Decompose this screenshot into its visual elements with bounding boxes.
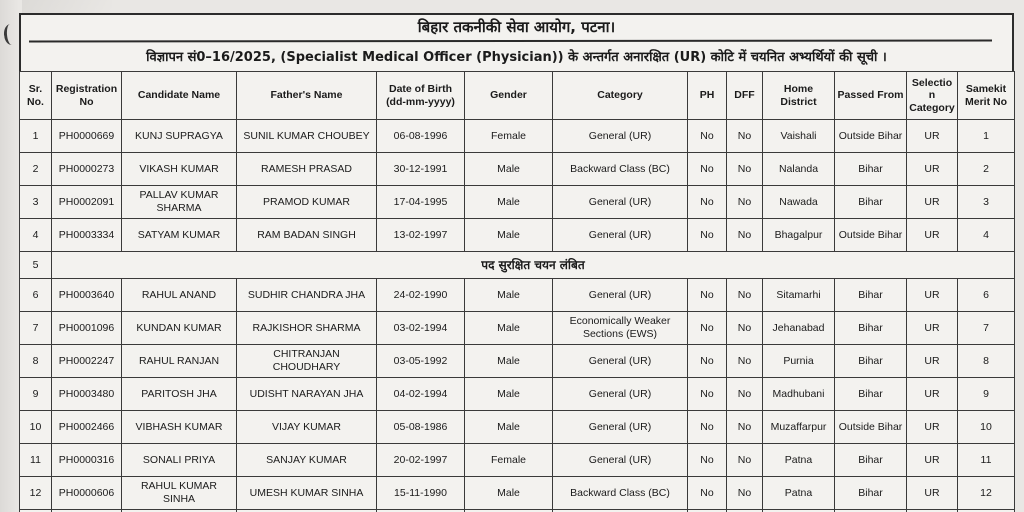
- document-subtitle: विज्ञापन सं0–16/2025, (Specialist Medical Officer (Physician)) के अन्तर्गत अनारक्षित (UR) कोटि में चयनित अभ्यर्थियों की सूची ।: [146, 50, 887, 65]
- cell-category: Backward Class (BC): [553, 153, 688, 186]
- cell-ph: No: [688, 312, 727, 345]
- cell-samekit-merit-no: 12: [958, 477, 1015, 510]
- cell-candidate-name: PALLAV KUMAR SHARMA: [122, 186, 237, 219]
- cell-candidate-name: RAHUL RANJAN: [122, 345, 237, 378]
- cell-registration-no: PH0000606: [52, 477, 122, 510]
- cell-home-district: Madhubani: [763, 378, 835, 411]
- cell-dff: No: [727, 411, 763, 444]
- cell-fathers-name: SANJAY KUMAR: [237, 444, 377, 477]
- cell-passed-from: Outside Bihar: [835, 120, 907, 153]
- cell-gender: Female: [465, 120, 553, 153]
- cell-candidate-name: SONALI PRIYA: [122, 444, 237, 477]
- table-row: [20, 279, 1015, 312]
- col-header-ph: [688, 72, 727, 120]
- cell-dff: No: [727, 279, 763, 312]
- col-header-selection-category: [907, 72, 958, 120]
- cell-dff: No: [727, 477, 763, 510]
- cell-date-of-birth: 30-12-1991: [377, 153, 465, 186]
- cell-sr-no: 1: [20, 120, 52, 153]
- cell-gender: Male: [465, 186, 553, 219]
- cell-gender: Female: [465, 444, 553, 477]
- cell-home-district: Nawada: [763, 186, 835, 219]
- cell-date-of-birth: 24-02-1990: [377, 279, 465, 312]
- cell-selection-category: UR: [907, 378, 958, 411]
- cell-samekit-merit-no: 2: [958, 153, 1015, 186]
- col-header-home-district: [763, 72, 835, 120]
- cell-sr-no: 8: [20, 345, 52, 378]
- cell-gender: Male: [465, 219, 553, 252]
- cell-fathers-name: RAMESH PRASAD: [237, 153, 377, 186]
- cell-dff: No: [727, 186, 763, 219]
- cell-selection-category: UR: [907, 186, 958, 219]
- col-header-label: Date of Birth: [389, 82, 452, 95]
- cell-samekit-merit-no: 4: [958, 219, 1015, 252]
- cell-notice: पद सुरक्षित चयन लंबित: [52, 252, 1015, 279]
- cell-category: General (UR): [553, 345, 688, 378]
- cell-samekit-merit-no: 7: [958, 312, 1015, 345]
- cell-date-of-birth: 04-02-1994: [377, 378, 465, 411]
- table-row: [20, 186, 1015, 219]
- notice-row: [20, 252, 1015, 279]
- cell-sr-no: 12: [20, 477, 52, 510]
- cell-sr-no: 4: [20, 219, 52, 252]
- cell-home-district: Muzaffarpur: [763, 411, 835, 444]
- cell-selection-category: UR: [907, 477, 958, 510]
- cell-ph: No: [688, 444, 727, 477]
- cell-ph: No: [688, 186, 727, 219]
- cell-registration-no: PH0000669: [52, 120, 122, 153]
- cell-registration-no: PH0000273: [52, 153, 122, 186]
- cell-fathers-name: UDISHT NARAYAN JHA: [237, 378, 377, 411]
- cell-category: General (UR): [553, 120, 688, 153]
- cell-fathers-name: PRAMOD KUMAR: [237, 186, 377, 219]
- cell-selection-category: UR: [907, 153, 958, 186]
- col-header-label: PH: [699, 89, 715, 102]
- col-header-label: DFF: [734, 89, 755, 102]
- cell-category: General (UR): [553, 444, 688, 477]
- col-header-candidate-name: [122, 72, 237, 120]
- cell-date-of-birth: 03-02-1994: [377, 312, 465, 345]
- cell-gender: Male: [465, 312, 553, 345]
- cell-date-of-birth: 03-05-1992: [377, 345, 465, 378]
- cell-fathers-name: RAM BADAN SINGH: [237, 219, 377, 252]
- cell-fathers-name: UMESH KUMAR SINHA: [237, 477, 377, 510]
- cell-registration-no: PH0001096: [52, 312, 122, 345]
- col-header-passed-from: [835, 72, 907, 120]
- cell-category: Economically Weaker Sections (EWS): [553, 312, 688, 345]
- cell-selection-category: UR: [907, 345, 958, 378]
- cell-sr-no: 2: [20, 153, 52, 186]
- col-header-registration-no: [52, 72, 122, 120]
- cell-fathers-name: VIJAY KUMAR: [237, 411, 377, 444]
- cell-home-district: Purnia: [763, 345, 835, 378]
- cell-fathers-name: RAJKISHOR SHARMA: [237, 312, 377, 345]
- cell-passed-from: Bihar: [835, 153, 907, 186]
- cell-dff: No: [727, 312, 763, 345]
- cell-candidate-name: KUNJ SUPRAGYA: [122, 120, 237, 153]
- cell-dff: No: [727, 444, 763, 477]
- cell-candidate-name: RAHUL ANAND: [122, 279, 237, 312]
- cell-gender: Male: [465, 378, 553, 411]
- cell-registration-no: PH0003334: [52, 219, 122, 252]
- cell-passed-from: Bihar: [835, 279, 907, 312]
- cell-selection-category: UR: [907, 219, 958, 252]
- cell-samekit-merit-no: 3: [958, 186, 1015, 219]
- cell-dff: No: [727, 153, 763, 186]
- cell-registration-no: PH0003480: [52, 378, 122, 411]
- cell-passed-from: Bihar: [835, 378, 907, 411]
- cell-dff: No: [727, 378, 763, 411]
- cell-home-district: Sitamarhi: [763, 279, 835, 312]
- cell-category: General (UR): [553, 279, 688, 312]
- col-header-sublabel: (dd-mm-yyyy): [386, 95, 455, 108]
- col-header-label: Samekit Merit No: [965, 82, 1007, 108]
- cell-candidate-name: VIKASH KUMAR: [122, 153, 237, 186]
- cell-samekit-merit-no: 1: [958, 120, 1015, 153]
- cell-selection-category: UR: [907, 120, 958, 153]
- cell-passed-from: Bihar: [835, 444, 907, 477]
- col-header-label: Sr. No.: [27, 82, 44, 108]
- table-row: [20, 153, 1015, 186]
- cell-home-district: Patna: [763, 444, 835, 477]
- col-header-label: Registration No: [55, 82, 118, 108]
- cell-ph: No: [688, 477, 727, 510]
- cell-selection-category: UR: [907, 444, 958, 477]
- cell-selection-category: UR: [907, 312, 958, 345]
- cell-candidate-name: RAHUL KUMAR SINHA: [122, 477, 237, 510]
- cell-passed-from: Bihar: [835, 345, 907, 378]
- cell-passed-from: Bihar: [835, 477, 907, 510]
- document-title: बिहार तकनीकी सेवा आयोग, पटना।: [417, 18, 616, 36]
- table-body: [20, 120, 1015, 512]
- cell-selection-category: UR: [907, 279, 958, 312]
- cell-dff: No: [727, 219, 763, 252]
- cell-samekit-merit-no: 6: [958, 279, 1015, 312]
- cell-home-district: Jehanabad: [763, 312, 835, 345]
- cell-registration-no: PH0002091: [52, 186, 122, 219]
- col-header-samekit-merit-no: [958, 72, 1015, 120]
- cell-sr-no: 7: [20, 312, 52, 345]
- cell-category: Backward Class (BC): [553, 477, 688, 510]
- cell-date-of-birth: 17-04-1995: [377, 186, 465, 219]
- cell-date-of-birth: 13-02-1997: [377, 219, 465, 252]
- table-row: [20, 312, 1015, 345]
- cell-candidate-name: VIBHASH KUMAR: [122, 411, 237, 444]
- cell-registration-no: PH0002247: [52, 345, 122, 378]
- cell-ph: No: [688, 345, 727, 378]
- col-header-label: Selection Category: [909, 76, 955, 114]
- cell-sr-no: 11: [20, 444, 52, 477]
- candidates-table: [19, 71, 1015, 512]
- cell-sr-no: 6: [20, 279, 52, 312]
- table-row: [20, 219, 1015, 252]
- col-header-fathers-name: [237, 72, 377, 120]
- cell-dff: No: [727, 120, 763, 153]
- cell-registration-no: PH0002466: [52, 411, 122, 444]
- cell-category: General (UR): [553, 411, 688, 444]
- table-row: [20, 444, 1015, 477]
- cell-gender: Male: [465, 477, 553, 510]
- cell-samekit-merit-no: 10: [958, 411, 1015, 444]
- col-header-dff: [727, 72, 763, 120]
- cell-registration-no: PH0000316: [52, 444, 122, 477]
- cell-passed-from: Bihar: [835, 312, 907, 345]
- cell-home-district: Vaishali: [763, 120, 835, 153]
- table-row: [20, 378, 1015, 411]
- cell-candidate-name: SATYAM KUMAR: [122, 219, 237, 252]
- cell-ph: No: [688, 378, 727, 411]
- cell-sr-no: 10: [20, 411, 52, 444]
- col-header-label: Gender: [490, 89, 527, 102]
- cell-ph: No: [688, 219, 727, 252]
- cell-gender: Male: [465, 153, 553, 186]
- col-header-date-of-birth: [377, 72, 465, 120]
- table-row: [20, 411, 1015, 444]
- cell-date-of-birth: 05-08-1986: [377, 411, 465, 444]
- cell-ph: No: [688, 279, 727, 312]
- table-row: [20, 345, 1015, 378]
- cell-samekit-merit-no: 11: [958, 444, 1015, 477]
- col-header-label: Home District: [780, 82, 817, 108]
- cell-date-of-birth: 15-11-1990: [377, 477, 465, 510]
- cell-fathers-name: SUDHIR CHANDRA JHA: [237, 279, 377, 312]
- col-header-label: Category: [597, 89, 643, 102]
- pen-mark-artifact: [3, 23, 19, 45]
- col-header-gender: [465, 72, 553, 120]
- col-header-category: [553, 72, 688, 120]
- cell-ph: No: [688, 153, 727, 186]
- cell-category: General (UR): [553, 219, 688, 252]
- col-header-label: Father's Name: [270, 89, 343, 102]
- cell-ph: No: [688, 120, 727, 153]
- cell-samekit-merit-no: 9: [958, 378, 1015, 411]
- cell-date-of-birth: 06-08-1996: [377, 120, 465, 153]
- document: [19, 13, 1014, 512]
- cell-passed-from: Bihar: [835, 186, 907, 219]
- cell-category: General (UR): [553, 186, 688, 219]
- cell-home-district: Patna: [763, 477, 835, 510]
- cell-fathers-name: SUNIL KUMAR CHOUBEY: [237, 120, 377, 153]
- cell-home-district: Bhagalpur: [763, 219, 835, 252]
- cell-candidate-name: KUNDAN KUMAR: [122, 312, 237, 345]
- col-header-label: Passed From: [837, 89, 904, 102]
- table-row: [20, 120, 1015, 153]
- cell-passed-from: Outside Bihar: [835, 219, 907, 252]
- header-row: [20, 72, 1015, 120]
- scan-crease-artifact: [22, 0, 112, 13]
- cell-sr-no: 9: [20, 378, 52, 411]
- cell-date-of-birth: 20-02-1997: [377, 444, 465, 477]
- cell-gender: Male: [465, 345, 553, 378]
- cell-gender: Male: [465, 411, 553, 444]
- col-header-label: Candidate Name: [137, 89, 221, 102]
- title-box: [19, 13, 1014, 71]
- cell-sr-no: 5: [20, 252, 52, 279]
- col-header-sr-no: [20, 72, 52, 120]
- cell-registration-no: PH0003640: [52, 279, 122, 312]
- cell-ph: No: [688, 411, 727, 444]
- cell-gender: Male: [465, 279, 553, 312]
- cell-dff: No: [727, 345, 763, 378]
- cell-category: General (UR): [553, 378, 688, 411]
- cell-passed-from: Outside Bihar: [835, 411, 907, 444]
- cell-home-district: Nalanda: [763, 153, 835, 186]
- cell-fathers-name: CHITRANJAN CHOUDHARY: [237, 345, 377, 378]
- cell-selection-category: UR: [907, 411, 958, 444]
- cell-sr-no: 3: [20, 186, 52, 219]
- table-row: [20, 477, 1015, 510]
- cell-samekit-merit-no: 8: [958, 345, 1015, 378]
- cell-candidate-name: PARITOSH JHA: [122, 378, 237, 411]
